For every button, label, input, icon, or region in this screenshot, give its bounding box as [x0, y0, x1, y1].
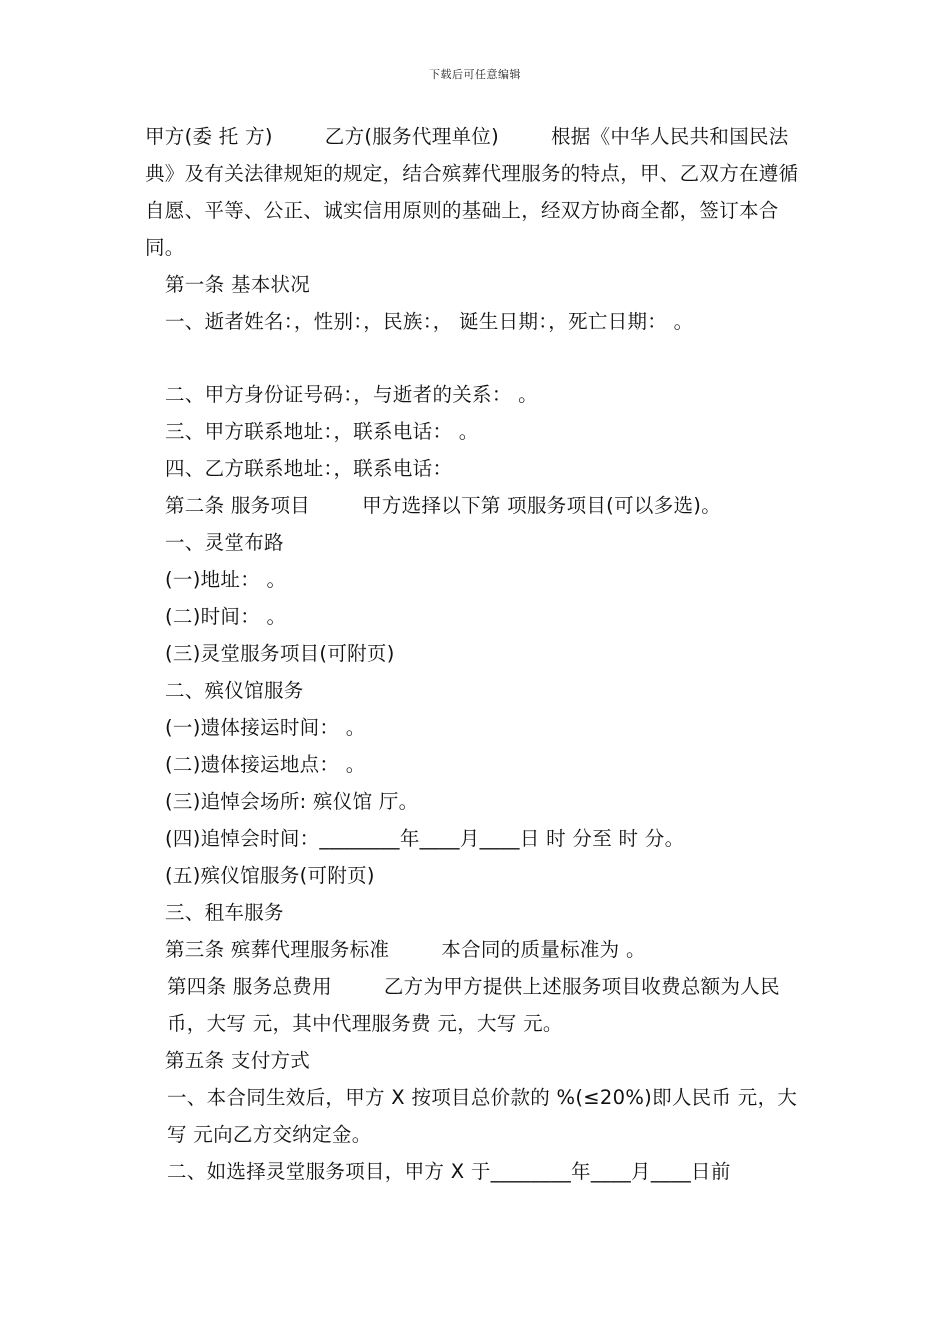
- article-3-line: 第三条 殡葬代理服务标准 本合同的质量标准为 。: [165, 938, 646, 961]
- article-1-item-2: 二、甲方身份证号码：，与逝者的关系： 。: [165, 383, 538, 406]
- article-2-section-2-item-1: (一)遗体接运时间： 。: [165, 716, 366, 739]
- article-2-line: 第二条 服务项目 甲方选择以下第 项服务项目(可以多选)。: [165, 494, 722, 517]
- article-2-section-2-item-5: (五)殡仪馆服务(可附页): [165, 864, 375, 887]
- contract-body: [145, 118, 815, 1190]
- article-2-section-2-item-2: (二)遗体接运地点： 。: [165, 753, 366, 776]
- article-1-item-3: 三、甲方联系地址：，联系电话： 。: [165, 420, 479, 443]
- article-1-item-4: 四、乙方联系地址：，联系电话：: [165, 457, 453, 480]
- article-2-section-1: 一、灵堂布路: [165, 531, 284, 554]
- header-note: 下载后可任意编辑: [429, 68, 521, 81]
- article-1-title: 第一条 基本状况: [165, 273, 311, 296]
- article-5-title: 第五条 支付方式: [165, 1049, 311, 1072]
- article-5-item-2: 二、如选择灵堂服务项目，甲方 X 于________年____月____日前: [167, 1160, 731, 1183]
- article-2-section-1-item-2: (二)时间： 。: [165, 605, 287, 628]
- article-2-section-1-item-3: (三)灵堂服务项目(可附页): [165, 642, 395, 665]
- article-2-section-2: 二、殡仪馆服务: [165, 679, 304, 702]
- article-5-item-1: 一、本合同生效后，甲方 X 按项目总价款的 %(≤20%)即人民币 元，大写 元向乙方交纳定金。: [167, 1086, 798, 1146]
- article-2-section-3: 三、租车服务: [165, 901, 284, 924]
- contract-intro: 甲方(委 托 方) 乙方(服务代理单位) 根据《中华人民共和国民法典》及有关法律规矩的规定，结合殡葬代理服务的特点，甲、乙双方在遵循自愿、平等、公正、诚实信用原则的基础上，经双方协商全都，签订本合同。: [145, 125, 799, 259]
- article-1-item-1: 一、逝者姓名：，性别：，民族：， 诞生日期：，死亡日期： 。: [165, 310, 694, 333]
- article-2-section-2-item-3: (三)追悼会场所: 殡仪馆 厅。: [165, 790, 419, 813]
- article-2-section-1-item-1: (一)地址： 。: [165, 568, 287, 591]
- article-4-line: 第四条 服务总费用 乙方为甲方提供上述服务项目收费总额为人民币，大写 元，其中代理服务费 元，大写 元。: [167, 975, 780, 1035]
- article-2-section-2-item-4: (四)追悼会时间：________年____月____日 时 分至 时 分。: [165, 827, 685, 850]
